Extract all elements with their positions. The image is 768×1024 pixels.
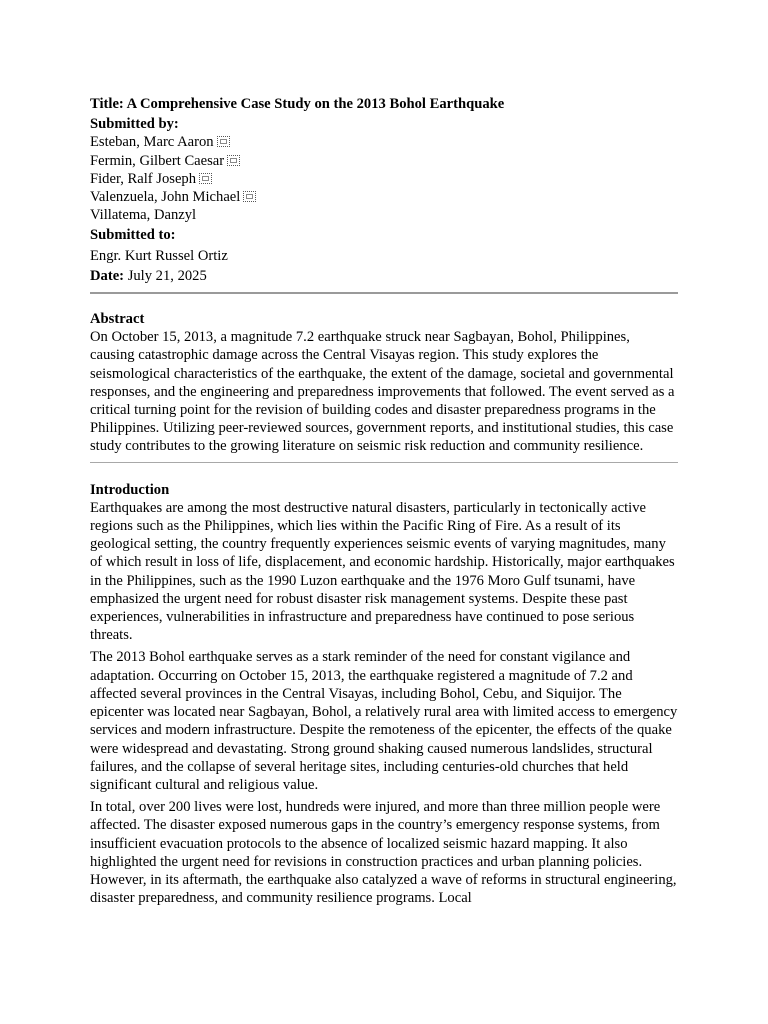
author-list <box>90 133 678 224</box>
author-item <box>90 170 678 188</box>
author-item <box>90 152 678 170</box>
date-label: Date: <box>90 267 125 284</box>
author-name: Valenzuela, John Michael <box>90 189 241 206</box>
unknown-glyph-icon <box>227 155 240 166</box>
author-item <box>90 206 678 224</box>
submitted-to-label: Submitted to: <box>90 227 176 244</box>
document-title: Title: A Comprehensive Case Study on the 2013 Bohol Earthquake <box>90 96 505 112</box>
unknown-glyph-icon <box>243 191 256 202</box>
author-name: Fermin, Gilbert Caesar <box>90 152 225 169</box>
author-item <box>90 188 678 206</box>
unknown-glyph-icon <box>199 173 212 184</box>
date-line <box>90 267 678 285</box>
header-divider <box>90 292 678 294</box>
abstract-divider <box>90 462 678 463</box>
author-name: Villatema, Danzyl <box>90 207 197 224</box>
submitted-by-label: Submitted by: <box>90 116 179 133</box>
introduction-paragraph: Earthquakes are among the most destructive natural disasters, particularly in tectonically active regions such as the Philippines, which lies within the Pacific Ring of Fire. As a result of its geological setting, the country frequently experiences seismic events of varying magnitudes, many of which result in loss of life, displacement, and economic hardship. Historically, major earthquakes in the Philippines, such as the 1990 Luzon earthquake and the 1976 Moro Gulf tsunami, have emphasized the urgent need for robust disaster risk management systems. Despite these past experiences, vulnerabilities in infrastructure and preparedness have continued to pose serious threats. <box>90 499 675 644</box>
abstract-heading: Abstract <box>90 311 145 328</box>
date-value: July 21, 2025 <box>127 267 207 284</box>
author-name: Esteban, Marc Aaron <box>90 134 214 151</box>
author-name: Fider, Ralf Joseph <box>90 170 197 187</box>
author-item <box>90 133 678 151</box>
introduction-paragraph: The 2013 Bohol earthquake serves as a stark reminder of the need for constant vigilance and adaptation. Occurring on October 15, 2013, the earthquake registered a magnitude of 7.2 and affected several provinces in the Central Visayas, including Bohol, Cebu, and Siquijor. The epicenter was located near Sagbayan, Bohol, a relatively rural area with limited access to emergency services and modern infrastructure. Despite the remoteness of the epicenter, the effects of the quake were widespread and devastating. Strong ground shaking caused numerous landslides, structural failures, and the collapse of several heritage sites, including centuries-old churches that held significant cultural and religious value. <box>90 649 678 793</box>
unknown-glyph-icon <box>217 136 230 147</box>
submitted-to-name: Engr. Kurt Russel Ortiz <box>90 247 228 264</box>
introduction-paragraph: In total, over 200 lives were lost, hundreds were injured, and more than three million people were affected. The disaster exposed numerous gaps in the country’s emergency response systems, from insufficient evacuation protocols to the absence of localized seismic hazard mapping. It also highlighted the urgent need for revisions in construction practices and urban planning policies. However, in its aftermath, the earthquake also catalyzed a wave of reforms in structural engineering, disaster preparedness, and community resilience programs. Local <box>90 799 677 907</box>
abstract-text: On October 15, 2013, a magnitude 7.2 earthquake struck near Sagbayan, Bohol, Philippines, causing catastrophic damage across the Central Visayas region. This study explores the seismological characteristics of the earthquake, the extent of the damage, societal and governmental responses, and the engineering and preparedness improvements that followed. The event served as a critical turning point for the revision of building codes and disaster preparedness programs in the Philippines. Utilizing peer-reviewed sources, government reports, and institutional studies, this case study contributes to the growing literature on seismic risk reduction and community resilience. <box>90 329 675 455</box>
introduction-heading: Introduction <box>90 481 170 498</box>
